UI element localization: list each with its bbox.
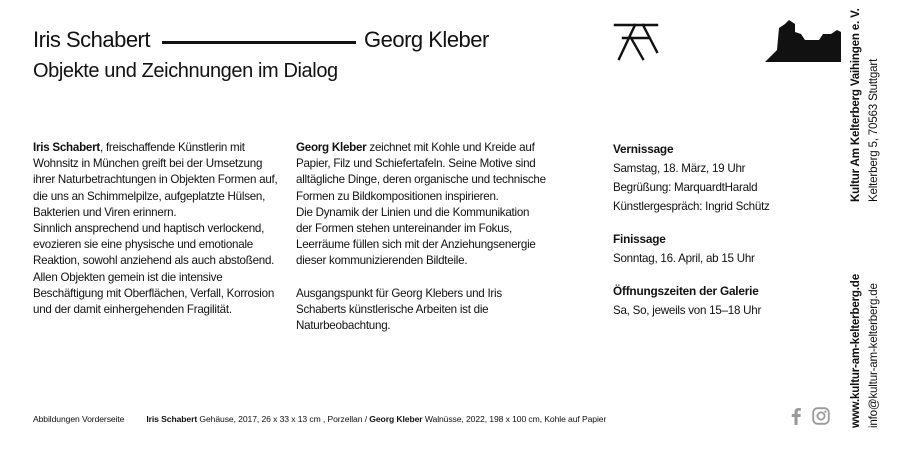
kleber-paragraph-2: Die Dynamik der Linien und die Kommunikation der Formen stehen untereinander im Fokus, Leerräume füllen sich mit der Anziehungsenergie dieser kommunizierenden Bildteile. bbox=[296, 205, 536, 268]
organization-address: Kelterberg 5, 70563 Stuttgart bbox=[867, 58, 880, 202]
kleber-lead-name: Georg Kleber bbox=[296, 141, 367, 154]
finissage-heading: Finissage bbox=[613, 232, 666, 246]
finissage-line: Sonntag, 16. April, ab 15 Uhr bbox=[613, 252, 755, 265]
caption-artist-b: Georg Kleber bbox=[369, 414, 423, 424]
schabert-paragraph-2: Sinnlich ansprechend und haptisch verlockend, evozieren sie eine physische und emotionale Reaktion, sowohl anziehend als auch abstoßend. bbox=[33, 222, 275, 268]
social-links bbox=[790, 407, 830, 425]
vernissage-block bbox=[613, 140, 793, 216]
kleber-paragraph-1 bbox=[296, 140, 546, 205]
event-info bbox=[613, 140, 793, 334]
opening-hours-heading: Öffnungszeiten der Galerie bbox=[613, 284, 759, 298]
image-caption bbox=[33, 414, 606, 424]
schabert-paragraph-3: Allen Objekten gemein ist die intensive Beschäftigung mit Oberflächen, Verfall, Korrosion und der damit einhergehenden Fragilität. bbox=[33, 270, 275, 317]
vernissage-heading: Vernissage bbox=[613, 142, 674, 156]
website-link[interactable]: www.kultur-am-kelterberg.de bbox=[849, 274, 862, 428]
schabert-paragraph-1 bbox=[33, 140, 283, 221]
organization-name: Kultur Am Kelterberg Vaihingen e. V. bbox=[849, 8, 862, 202]
caption-work-b: Walnüsse, 2022, 198 x 100 cm, Kohle auf Papier bbox=[422, 414, 607, 424]
facebook-icon[interactable] bbox=[790, 407, 802, 425]
instagram-icon[interactable] bbox=[812, 407, 830, 425]
paragraph-spacer bbox=[296, 270, 546, 286]
exhibition-subtitle: Objekte und Zeichnungen im Dialog bbox=[33, 60, 338, 82]
vernissage-line: Samstag, 18. März, 19 Uhr bbox=[613, 162, 746, 175]
caption-label: Abbildungen Vorderseite bbox=[33, 414, 125, 424]
header-divider-line bbox=[162, 41, 356, 44]
vernissage-line: Begrüßung: MarquardtHarald bbox=[613, 181, 758, 194]
schabert-text-1: , freischaffende Künstlerin mit Wohnsitz in München greift bei der Umsetzung ihrer Naturbetrachtungen in Objekten Formen auf, die uns an Schimmelpilze, aufgeplatzte Hülsen, Bakterien und Viren erinnern. bbox=[33, 141, 278, 219]
caption-artist-a: Iris Schabert bbox=[146, 414, 198, 424]
schabert-lead-name: Iris Schabert bbox=[33, 141, 100, 154]
opening-hours-line: Sa, So, jeweils von 15–18 Uhr bbox=[613, 304, 762, 317]
kleber-paragraph-3: Ausgangspunkt für Georg Klebers und Iris Schaberts künstlerische Arbeiten ist die Naturbeobachtung. bbox=[296, 286, 502, 333]
finissage-block bbox=[613, 230, 793, 268]
column-kleber bbox=[296, 140, 546, 334]
email-link[interactable]: info@kultur-am-kelterberg.de bbox=[867, 283, 880, 428]
abstract-monogram-icon bbox=[613, 22, 661, 67]
column-schabert bbox=[33, 140, 283, 318]
artist-name-schabert: Iris Schabert bbox=[33, 27, 150, 52]
vernissage-line: Künstlergespräch: Ingrid Schütz bbox=[613, 200, 770, 213]
kleber-text-1: zeichnet mit Kohle und Kreide auf Papier, Filz und Schiefertafeln. Seine Motive sind alltägliche Dinge, deren organische und technische Formen zu Bildkompositionen inspirieren. bbox=[296, 141, 546, 203]
opening-hours-block bbox=[613, 282, 793, 320]
tower-silhouette-icon bbox=[765, 20, 843, 69]
artist-name-kleber: Georg Kleber bbox=[364, 27, 489, 52]
caption-work-a: Gehäuse, 2017, 26 x 33 x 13 cm , Porzellan / bbox=[197, 414, 370, 424]
